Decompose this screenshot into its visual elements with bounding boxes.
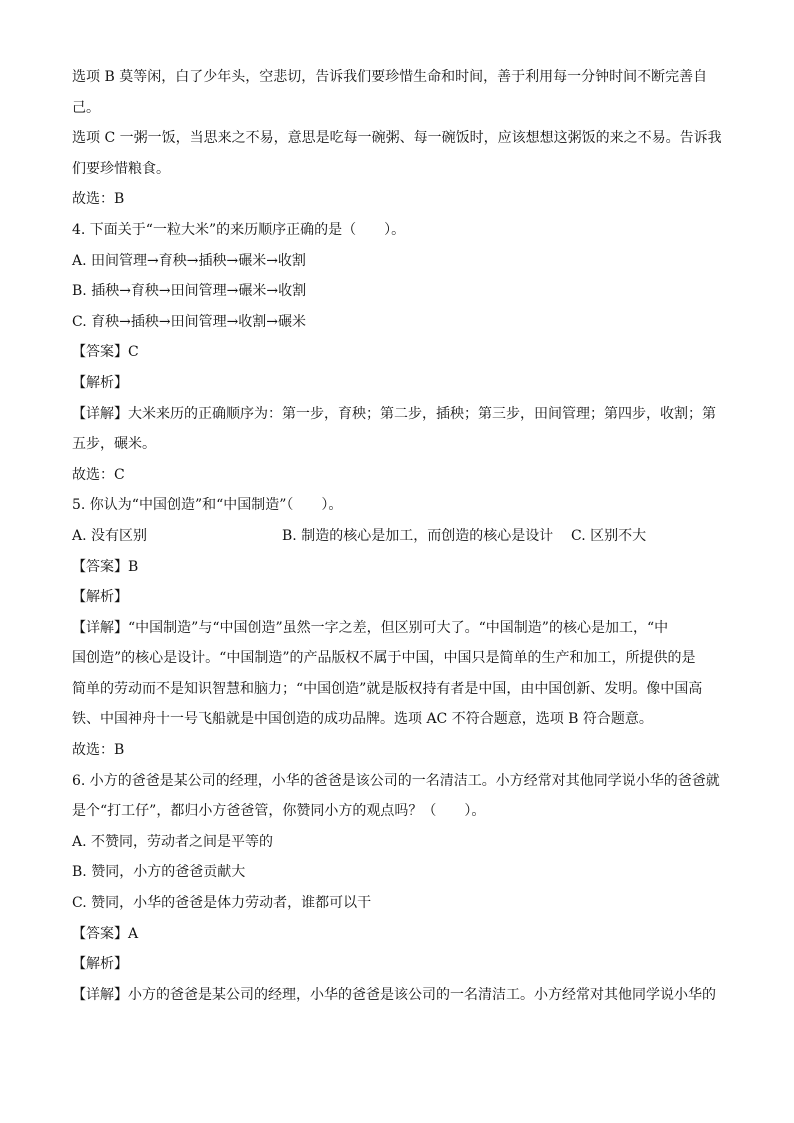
detail-text: 【详解】“中国制造”与“中国创造”虽然一字之差，但区别可大了。“中国制造”的核心是加工，“中 — [72, 619, 669, 636]
question-6-stem: 6. 小方的爸爸是某公司的经理，小华的爸爸是该公司的一名清洁工。小方经常对其他同学说小华的爸爸就 — [72, 772, 720, 789]
answer-label: 【答案】C — [72, 344, 139, 361]
detail-text: 【详解】大米来历的正确顺序为：第一步，育秧；第二步，插秧；第三步，田间管理；第四步，收割；第 — [72, 405, 716, 422]
question-6-stem: 是个“打工仔”，都归小方爸爸管，你赞同小方的观点吗？（ ）。 — [72, 803, 486, 820]
analysis-label: 【解析】 — [72, 956, 128, 973]
question-6-option-b: B. 赞同，小方的爸爸贡献大 — [72, 864, 246, 881]
answer-label: 【答案】B — [72, 558, 139, 575]
text-line: 故选：B — [72, 742, 125, 759]
question-5-option-c: C. 区别不大 — [571, 527, 647, 544]
detail-text: 【详解】小方的爸爸是某公司的经理，小华的爸爸是该公司的一名清洁工。小方经常对其他同学说小华的 — [72, 986, 716, 1003]
text-line: 故选：B — [72, 191, 125, 208]
question-4-option-c: C. 育秧→插秧→田间管理→收割→碾米 — [72, 313, 307, 330]
question-5-option-a: A. 没有区别 — [72, 527, 148, 544]
analysis-label: 【解析】 — [72, 374, 128, 391]
detail-text: 国创造”的核心是设计。“中国制造”的产品版权不属于中国，中国只是简单的生产和加工，所提供的是 — [72, 650, 696, 667]
detail-text: 简单的劳动而不是知识智慧和脑力；“中国创造”就是版权持有者是中国，由中国创新、发明。像中国高 — [72, 680, 703, 697]
question-5-option-b: B. 制造的核心是加工，而创造的核心是设计 — [282, 527, 554, 544]
question-5-options — [72, 521, 722, 552]
document-page — [72, 62, 722, 1010]
answer-label: 【答案】A — [72, 925, 139, 942]
question-4-stem: 4. 下面关于“一粒大米”的来历顺序正确的是（ ）。 — [72, 221, 406, 238]
question-5-stem: 5. 你认为“中国创造”和“中国制造”（ ）。 — [72, 497, 343, 514]
detail-text: 五步，碾米。 — [72, 436, 156, 453]
text-line: 们要珍惜粮食。 — [72, 160, 170, 177]
text-line: 己。 — [72, 99, 100, 116]
text-line: 选项 C 一粥一饭，当思来之不易，意思是吃每一碗粥、每一碗饭时，应该想想这粥饭的来之不易。告诉我 — [72, 130, 722, 147]
text-line: 故选：C — [72, 466, 125, 483]
question-6-option-a: A. 不赞同，劳动者之间是平等的 — [72, 833, 274, 850]
detail-text: 铁、中国神舟十一号飞船就是中国创造的成功品牌。选项 AC 不符合题意，选项 B 符合题意。 — [72, 711, 653, 728]
question-6-option-c: C. 赞同，小华的爸爸是体力劳动者，谁都可以干 — [72, 895, 372, 912]
text-line: 选项 B 莫等闲，白了少年头，空悲切，告诉我们要珍惜生命和时间，善于利用每一分钟时间不断完善自 — [72, 69, 708, 85]
question-4-option-a: A. 田间管理→育秧→插秧→碾米→收割 — [72, 252, 306, 269]
analysis-label: 【解析】 — [72, 589, 128, 606]
question-4-option-b: B. 插秧→育秧→田间管理→碾米→收割 — [72, 283, 307, 300]
